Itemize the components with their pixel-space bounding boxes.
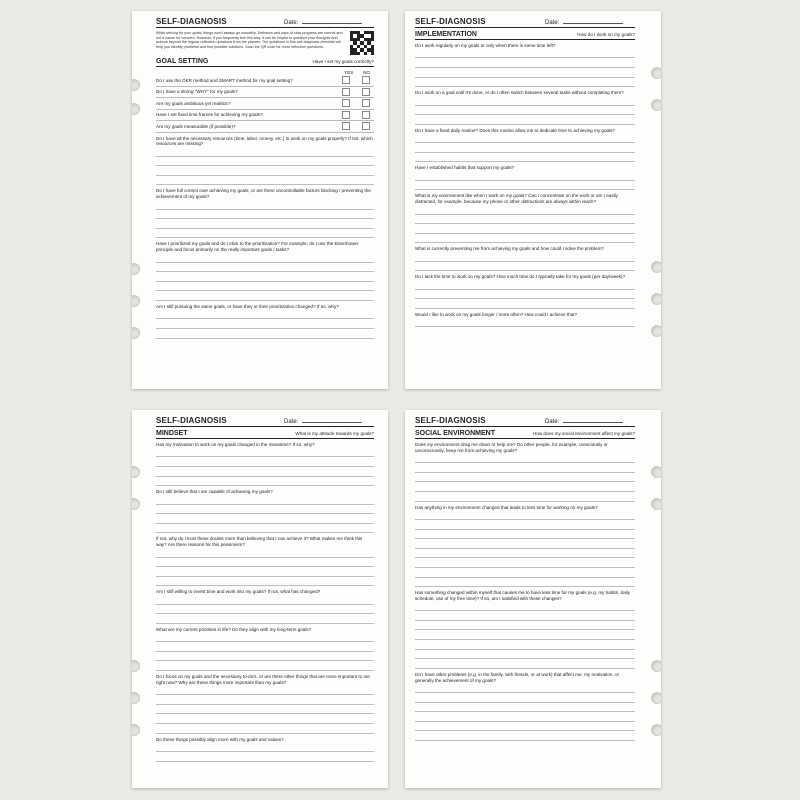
answer-lines[interactable] xyxy=(156,200,374,238)
no-checkbox[interactable] xyxy=(362,99,370,107)
answer-line[interactable] xyxy=(156,272,374,282)
question-block xyxy=(156,536,374,586)
question-block xyxy=(415,246,635,271)
answer-lines[interactable] xyxy=(156,595,374,624)
section-question: How does my social environment affect my goals? xyxy=(532,431,635,436)
answer-line[interactable] xyxy=(156,558,374,568)
answer-line[interactable] xyxy=(156,329,374,339)
answer-line[interactable] xyxy=(156,166,374,176)
answer-lines[interactable] xyxy=(415,134,635,163)
section-title: IMPLEMENTATION xyxy=(415,31,477,38)
question-text: Do I work on a goal until it's done, or do I often switch between several tasks without completing them? xyxy=(415,90,624,96)
answer-lines[interactable] xyxy=(156,742,374,761)
answer-lines[interactable] xyxy=(156,448,374,486)
answer-line[interactable] xyxy=(156,495,374,505)
question-text: Do I have all the necessary resources (time, labor, money, etc.) to work on my goals properly? If not, which resources are missing? xyxy=(156,135,373,147)
answer-line[interactable] xyxy=(156,742,374,752)
question-block xyxy=(156,627,374,671)
question-block xyxy=(415,90,635,125)
punch-hole xyxy=(132,692,140,704)
no-checkbox[interactable] xyxy=(362,76,370,84)
page-title: SELF-DIAGNOSIS xyxy=(415,416,486,425)
answer-line[interactable] xyxy=(156,477,374,487)
answer-line[interactable] xyxy=(415,611,635,621)
yes-checkbox[interactable] xyxy=(342,122,350,130)
answer-line[interactable] xyxy=(156,652,374,662)
answer-line[interactable] xyxy=(415,68,635,78)
punch-hole xyxy=(651,692,661,704)
checklist-item xyxy=(156,121,374,133)
punch-hole xyxy=(132,466,140,478)
yes-label: YES xyxy=(344,70,354,75)
question-block xyxy=(415,165,635,190)
binder-holes xyxy=(132,11,142,389)
answer-line[interactable] xyxy=(415,290,635,300)
date-label: Date: xyxy=(284,419,299,425)
answer-line[interactable] xyxy=(156,605,374,615)
punch-hole xyxy=(132,498,140,510)
answer-line[interactable] xyxy=(156,319,374,329)
answer-line[interactable] xyxy=(156,263,374,273)
intro-text: While striving for your goals, things won't always go smoothly. Setbacks and days of slow progress are normal and not a cause for concern. However, if you frequently feel this way, it can be helpful to question your thoughts and actions beyond the regular reflection questions from the planner. The questions in this self-diagnosis checklist will help you identify problems and find possible solutions. Scan the QR code for more reflection questions. xyxy=(156,31,343,49)
worksheet-page-implementation xyxy=(405,11,661,389)
question-block xyxy=(415,505,635,588)
answer-line[interactable] xyxy=(156,714,374,724)
yes-checkbox[interactable] xyxy=(342,111,350,119)
checklist-item-text: Do I have a strong "WHY" for my goals? xyxy=(156,89,238,95)
answer-line[interactable] xyxy=(415,640,635,650)
date-field[interactable] xyxy=(302,23,362,24)
answer-line[interactable] xyxy=(415,482,635,492)
answer-lines[interactable] xyxy=(415,318,635,328)
section-header xyxy=(156,58,374,67)
answer-line[interactable] xyxy=(156,253,374,263)
answer-lines[interactable] xyxy=(156,548,374,586)
answer-line[interactable] xyxy=(415,549,635,559)
question-block xyxy=(156,442,374,486)
answer-line[interactable] xyxy=(156,724,374,734)
answer-line[interactable] xyxy=(415,115,635,125)
answer-line[interactable] xyxy=(156,282,374,292)
question-block xyxy=(156,674,374,734)
answer-line[interactable] xyxy=(415,602,635,612)
punch-hole xyxy=(132,724,140,736)
question-list xyxy=(415,442,635,741)
section-title: GOAL SETTING xyxy=(156,58,209,65)
question-block xyxy=(156,304,374,339)
answer-lines[interactable] xyxy=(415,49,635,87)
question-text: Has anything in my environment changed that leads to less time for working on my goals? xyxy=(415,504,598,510)
no-label: NO xyxy=(363,70,370,75)
question-text: Would I like to work on my goals longer / more often? How could I achieve that? xyxy=(415,311,578,317)
answer-lines[interactable] xyxy=(415,171,635,190)
question-text: Have I prioritized my goals and do I stick to the prioritization? For example, do I use the Eisenhower principle and focus primarily on the really important goals / tasks? xyxy=(156,241,359,253)
page-header xyxy=(415,17,635,28)
punch-hole xyxy=(132,295,140,307)
punch-hole xyxy=(132,263,140,275)
answer-lines[interactable] xyxy=(415,454,635,502)
question-block xyxy=(415,128,635,163)
answer-line[interactable] xyxy=(156,642,374,652)
question-block xyxy=(415,672,635,741)
answer-line[interactable] xyxy=(415,530,635,540)
worksheet-page-social-environment xyxy=(405,410,661,788)
answer-line[interactable] xyxy=(415,78,635,88)
question-text: Has my motivation to work on my goals changed in the meantime? If so, why? xyxy=(156,442,315,447)
answer-lines[interactable] xyxy=(415,252,635,271)
question-text: Do I have other problems (e.g. in the family, with friends, or at work) that affect me, my motivation, or generally the achievement of my goals? xyxy=(415,671,620,683)
answer-line[interactable] xyxy=(156,219,374,229)
qr-code-icon[interactable] xyxy=(350,31,374,55)
answer-line[interactable] xyxy=(415,134,635,144)
answer-line[interactable] xyxy=(415,299,635,309)
punch-hole xyxy=(651,466,661,478)
section-header xyxy=(415,430,635,439)
punch-hole xyxy=(651,325,661,337)
answer-lines[interactable] xyxy=(415,280,635,309)
answer-lines[interactable] xyxy=(156,633,374,671)
answer-line[interactable] xyxy=(156,595,374,605)
question-text: Do I lack the time to work on my goals? How much time do I typically take for my goals (per day/week)? xyxy=(415,274,626,280)
worksheet-page-mindset xyxy=(132,410,388,788)
checklist-item xyxy=(156,75,374,87)
question-text: What is my environment like when I work on my goals? Can I concentrate on the work or am I easily distracted, for example, because my phone or other distractions are always within reach? xyxy=(415,193,618,205)
question-block xyxy=(415,43,635,87)
answer-line[interactable] xyxy=(156,614,374,624)
date-label: Date: xyxy=(284,20,299,26)
answer-line[interactable] xyxy=(415,153,635,163)
date-field[interactable] xyxy=(563,422,623,423)
answer-line[interactable] xyxy=(156,505,374,515)
checklist-item-text: Are my goals measurable (if possible)? xyxy=(156,123,236,129)
question-text: What is currently preventing me from achieving my goals and how could I solve the problem? xyxy=(415,246,604,252)
answer-line[interactable] xyxy=(415,539,635,549)
question-list xyxy=(156,442,374,762)
question-block xyxy=(415,590,635,669)
section-question: How do I work on my goals? xyxy=(577,32,635,37)
answer-line[interactable] xyxy=(415,205,635,215)
answer-line[interactable] xyxy=(415,454,635,464)
question-text: Do I focus on my goals and the necessary to-do's, or are there other things that are more important to me right now? Why are these things more important than my goals? xyxy=(156,674,370,685)
question-text: Do I have a fixed daily routine? Does this routine allow me to dedicate time to achieving my goals? xyxy=(415,127,615,133)
yes-checkbox[interactable] xyxy=(342,88,350,96)
answer-line[interactable] xyxy=(156,661,374,671)
answer-line[interactable] xyxy=(415,252,635,262)
answer-line[interactable] xyxy=(415,659,635,669)
page-header xyxy=(156,416,374,427)
answer-line[interactable] xyxy=(415,318,635,328)
question-block xyxy=(415,274,635,309)
punch-hole xyxy=(651,660,661,672)
question-text: Does my environment drag me down or help me? Do other people, for example, consciously or unconsciously, keep me from achieving my goals? xyxy=(415,442,608,453)
answer-lines[interactable] xyxy=(156,686,374,734)
question-text: Do these things possibly align more with my goals and values? xyxy=(156,736,284,742)
answer-line[interactable] xyxy=(415,234,635,244)
question-text: Have I established habits that support my goals? xyxy=(415,165,515,171)
punch-hole xyxy=(132,327,140,339)
answer-line[interactable] xyxy=(156,310,374,320)
no-checkbox[interactable] xyxy=(362,88,370,96)
answer-line[interactable] xyxy=(415,58,635,68)
punch-hole xyxy=(651,99,661,111)
answer-line[interactable] xyxy=(156,752,374,762)
checklist-item xyxy=(156,98,374,110)
answer-line[interactable] xyxy=(415,463,635,473)
binder-holes xyxy=(132,410,142,788)
answer-line[interactable] xyxy=(156,448,374,458)
answer-line[interactable] xyxy=(156,229,374,239)
answer-line[interactable] xyxy=(156,548,374,558)
page-header xyxy=(156,17,374,28)
answer-line[interactable] xyxy=(156,176,374,186)
date-label: Date: xyxy=(545,419,560,425)
answer-lines[interactable] xyxy=(156,147,374,185)
answer-line[interactable] xyxy=(156,633,374,643)
answer-line[interactable] xyxy=(415,280,635,290)
page-header xyxy=(415,416,635,427)
question-list xyxy=(156,136,374,339)
answer-line[interactable] xyxy=(156,524,374,534)
answer-line[interactable] xyxy=(156,467,374,477)
question-text: Do I work regularly on my goals or only when there is some time left? xyxy=(415,43,556,48)
section-title: MINDSET xyxy=(156,430,188,437)
page-title: SELF-DIAGNOSIS xyxy=(156,416,227,425)
punch-hole xyxy=(651,498,661,510)
date-field[interactable] xyxy=(302,422,362,423)
answer-lines[interactable] xyxy=(156,253,374,301)
section-header xyxy=(156,430,374,439)
answer-line[interactable] xyxy=(156,291,374,301)
answer-line[interactable] xyxy=(415,630,635,640)
punch-hole xyxy=(132,103,140,115)
answer-line[interactable] xyxy=(415,683,635,693)
date-field[interactable] xyxy=(563,23,623,24)
answer-line[interactable] xyxy=(156,577,374,587)
answer-line[interactable] xyxy=(156,457,374,467)
question-list xyxy=(415,43,635,327)
question-block xyxy=(156,241,374,301)
punch-hole xyxy=(651,293,661,305)
answer-line[interactable] xyxy=(415,492,635,502)
answer-lines[interactable] xyxy=(415,602,635,669)
section-question: What is my attitude towards my goals? xyxy=(295,431,374,436)
intro-block xyxy=(156,31,374,55)
answer-line[interactable] xyxy=(415,568,635,578)
answer-line[interactable] xyxy=(415,106,635,116)
answer-line[interactable] xyxy=(415,171,635,181)
punch-hole xyxy=(651,724,661,736)
answer-line[interactable] xyxy=(415,143,635,153)
answer-line[interactable] xyxy=(415,96,635,106)
answer-line[interactable] xyxy=(415,520,635,530)
binder-holes xyxy=(651,410,661,788)
question-text: Has something changed within myself that causes me to have less time for my goals (e.g. my habits, daily schedule, use of my free time)? If so, am I satisfied with these changes? xyxy=(415,590,630,601)
answer-line[interactable] xyxy=(415,621,635,631)
answer-line[interactable] xyxy=(156,147,374,157)
answer-lines[interactable] xyxy=(156,310,374,339)
answer-line[interactable] xyxy=(156,210,374,220)
answer-line[interactable] xyxy=(415,712,635,722)
answer-line[interactable] xyxy=(156,695,374,705)
no-checkbox[interactable] xyxy=(362,111,370,119)
answer-line[interactable] xyxy=(415,650,635,660)
page-title: SELF-DIAGNOSIS xyxy=(156,17,227,26)
answer-lines[interactable] xyxy=(415,510,635,587)
answer-line[interactable] xyxy=(156,157,374,167)
answer-line[interactable] xyxy=(156,567,374,577)
answer-line[interactable] xyxy=(415,181,635,191)
question-text: Am I still willing to invest time and work into my goals? If not, what has changed? xyxy=(156,589,321,595)
punch-hole xyxy=(651,261,661,273)
punch-hole xyxy=(132,79,140,91)
answer-line[interactable] xyxy=(415,510,635,520)
answer-line[interactable] xyxy=(415,703,635,713)
question-text: Do I have full control over achieving my goals, or are there uncontrollable factors blocking / preventing the achievement of my goals? xyxy=(156,188,371,200)
question-block xyxy=(156,737,374,762)
yes-checkbox[interactable] xyxy=(342,76,350,84)
answer-line[interactable] xyxy=(156,200,374,210)
answer-line[interactable] xyxy=(415,262,635,272)
answer-line[interactable] xyxy=(156,705,374,715)
question-block xyxy=(156,136,374,186)
checklist-item xyxy=(156,110,374,122)
answer-line[interactable] xyxy=(415,731,635,741)
answer-line[interactable] xyxy=(415,693,635,703)
punch-hole xyxy=(651,67,661,79)
punch-hole xyxy=(132,660,140,672)
answer-line[interactable] xyxy=(156,686,374,696)
checklist-item-text: Have I set fixed time frames for achieving my goals? xyxy=(156,112,263,118)
answer-lines[interactable] xyxy=(156,495,374,533)
answer-lines[interactable] xyxy=(415,683,635,741)
question-block xyxy=(156,589,374,624)
answer-line[interactable] xyxy=(415,558,635,568)
answer-lines[interactable] xyxy=(415,205,635,243)
section-title: SOCIAL ENVIRONMENT xyxy=(415,430,495,437)
question-block xyxy=(156,188,374,238)
section-header xyxy=(415,31,635,40)
question-block xyxy=(156,489,374,533)
answer-lines[interactable] xyxy=(415,96,635,125)
answer-line[interactable] xyxy=(156,514,374,524)
answer-line[interactable] xyxy=(415,473,635,483)
section-question: Have I set my goals correctly? xyxy=(312,59,374,64)
checklist-item-text: Do I use the OKR method and SMART method for my goal setting? xyxy=(156,77,293,83)
checklist xyxy=(156,75,374,133)
question-text: Am I still pursuing the same goals, or have they or their prioritization changed? If so, why? xyxy=(156,304,339,309)
page-title: SELF-DIAGNOSIS xyxy=(415,17,486,26)
question-text: If not, why do I trust these doubts more than believing that I can achieve it? What makes me think this way? Are there reasons for this pessimism? xyxy=(156,536,363,548)
no-checkbox[interactable] xyxy=(362,122,370,130)
question-text: Do I still believe that I am capable of achieving my goals? xyxy=(156,489,273,495)
question-block xyxy=(415,312,635,327)
binder-holes xyxy=(651,11,661,389)
answer-line[interactable] xyxy=(415,578,635,588)
answer-line[interactable] xyxy=(415,49,635,59)
checklist-item-text: Are my goals ambitious yet realistic? xyxy=(156,100,231,106)
worksheet-page-goal-setting xyxy=(132,11,388,389)
date-label: Date: xyxy=(545,20,560,26)
checklist-item xyxy=(156,87,374,99)
answer-line[interactable] xyxy=(415,722,635,732)
answer-line[interactable] xyxy=(415,215,635,225)
answer-line[interactable] xyxy=(415,224,635,234)
question-block xyxy=(415,193,635,243)
question-block xyxy=(415,442,635,502)
question-text: What are my current priorities in life? Do they align with my long-term goals? xyxy=(156,626,312,632)
yes-checkbox[interactable] xyxy=(342,99,350,107)
